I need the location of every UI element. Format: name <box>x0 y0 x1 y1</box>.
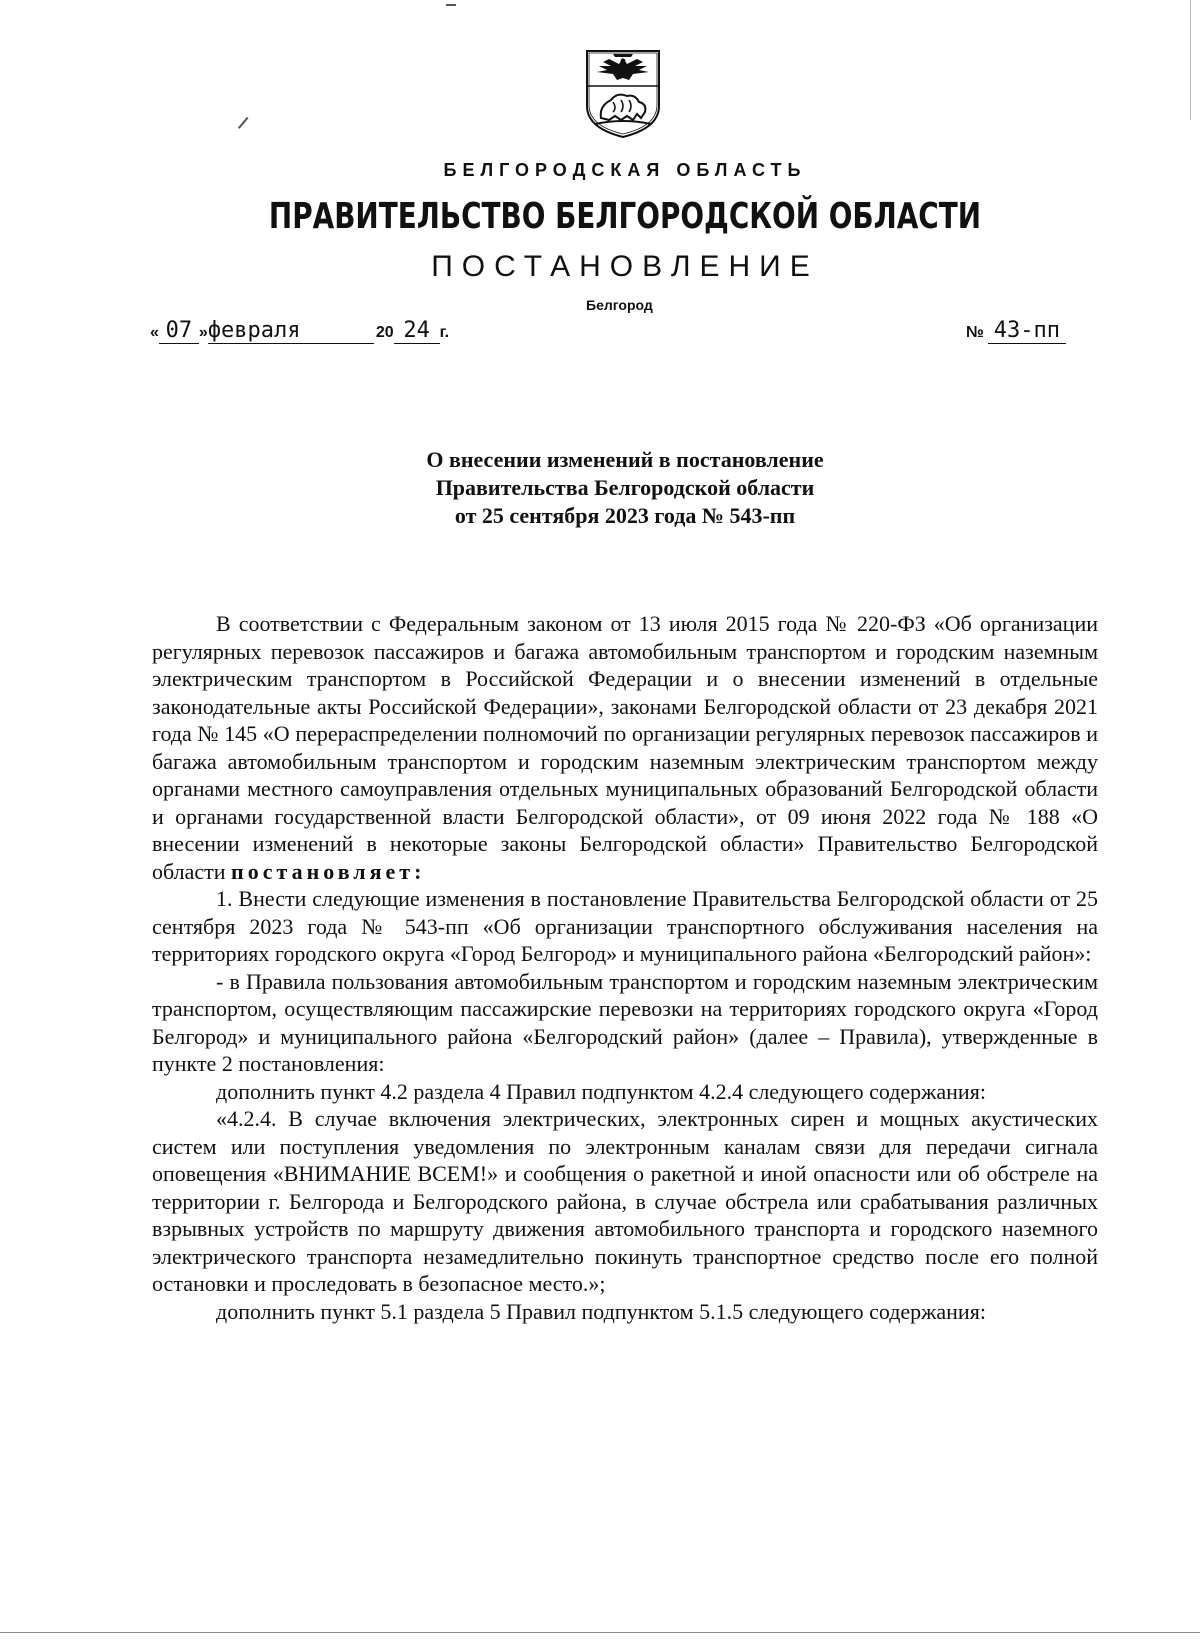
date-close-quote: » <box>198 324 208 341</box>
scan-mark-top <box>446 4 456 6</box>
scan-line-bottom <box>0 1632 1200 1633</box>
document-number: 43-пп <box>988 318 1066 344</box>
date-year-prefix: 20 <box>375 324 394 341</box>
preamble-text: В соответствии с Федеральным законом от 13 июля 2015 года № 220-ФЗ «Об организации регулярных перевозок пассажиров и багажа автомобильным транспортом и городским наземным электрическим транспортом в Российской Федерации и о внесении изменений в отдельные законодательные акты Российской Федерации», законами Белгородской области от 23 декабря 2021 года № 145 «О перераспределении полномочий по организации регулярных перевозок пассажиров и багажа автомобильным транспортом и городским наземным электрическим транспортом между органами местного самоуправления отдельных муниципальных образований Белгородской области и органами государственной власти Белгородской области», от 09 июня 2022 года № 188 «О внесении изменений в некоторые законы Белгородской области» Правительство Белгородской области <box>152 611 1098 884</box>
paragraph-2: - в Правила пользования автомобильным транспортом и городским наземным электрическим транспортом, осуществляющим пассажирские перевозки на территориях городского округа «Город Белгород» и муниципального района «Белгородский район» (далее – Правила), утвержденные в пункте 2 постановления: <box>152 968 1098 1076</box>
government-name: ПРАВИТЕЛЬСТВО БЕЛГОРОДСКОЙ ОБЛАСТИ <box>268 196 982 237</box>
title-line-2: Правительства Белгородской области <box>435 475 815 500</box>
paragraph-1: 1. Внести следующие изменения в постановление Правительства Белгородской области от 25 сентября 2023 года № 543-пп «Об организации транспортного обслуживания населения на территориях городского округа «Город Белгород» и муниципального района «Белгородский район»: <box>152 886 1098 966</box>
resolves-word: постановляет: <box>231 858 426 884</box>
document-type: ПОСТАНОВЛЕНИЕ <box>431 250 819 283</box>
preamble-paragraph <box>152 610 1098 885</box>
document-title <box>0 446 1200 530</box>
date-month: февраля <box>208 318 374 344</box>
date-open-quote: « <box>150 324 159 341</box>
title-line-1: О внесении изменений в постановление <box>426 447 824 472</box>
scan-mark-right <box>1190 0 1191 120</box>
document-body <box>152 610 1098 1325</box>
city-name: Белгород <box>586 297 653 313</box>
number-label: № <box>966 324 984 341</box>
region-name: БЕЛГОРОДСКАЯ ОБЛАСТЬ <box>443 160 807 180</box>
date-year-suffix: 24 <box>394 318 440 344</box>
date-day: 07 <box>159 318 199 344</box>
document-number-line <box>966 318 1066 348</box>
date-year-abbr: г. <box>439 324 450 341</box>
date-line <box>150 318 449 348</box>
paragraph-4: «4.2.4. В случае включения электрических, электронных сирен и мощных акустических систем или поступления уведомления по электронным каналам связи для передачи сигнала оповещения «ВНИМАНИЕ ВСЕМ!» и сообщения о ракетной и иной опасности или об обстреле на территории г. Белгорода и Белгородского района, в случае обстрела или срабатывания различных взрывных устройств по маршруту движения автомобильного транспорта и городского наземного электрического транспорта незамедлительно покинуть транспортное средство после его полной остановки и проследовать в безопасное место.»; <box>152 1106 1098 1296</box>
scan-mark-slash <box>238 117 248 129</box>
paragraph-3: дополнить пункт 4.2 раздела 4 Правил подпунктом 4.2.4 следующего содержания: <box>216 1078 986 1104</box>
title-line-3: от 25 сентября 2023 года № 543-пп <box>454 503 796 528</box>
coat-of-arms-emblem <box>583 48 663 140</box>
paragraph-5: дополнить пункт 5.1 раздела 5 Правил подпунктом 5.1.5 следующего содержания: <box>216 1298 986 1324</box>
